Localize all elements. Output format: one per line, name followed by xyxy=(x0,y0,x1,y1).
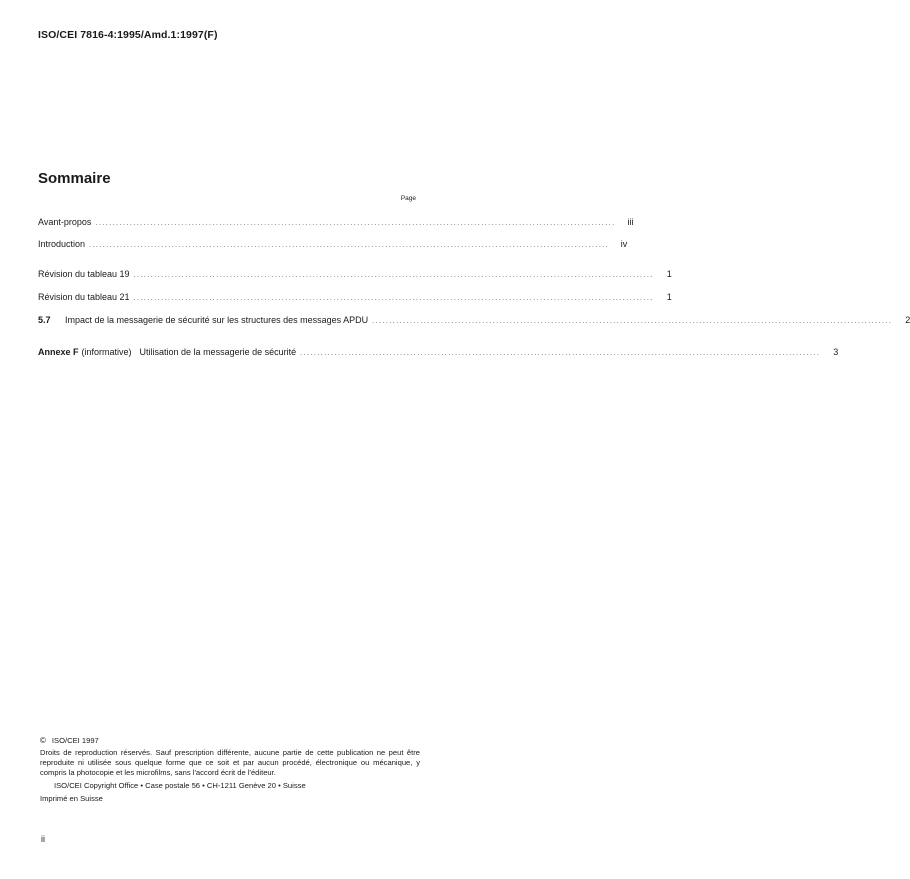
dot-leader: ....................................................................................................................................................... xyxy=(372,318,893,325)
toc-entry-table-19[interactable] xyxy=(38,269,672,283)
toc-entry-page: 3 xyxy=(833,347,839,357)
toc-entry-table-21[interactable] xyxy=(38,292,672,306)
page-number: ii xyxy=(41,834,45,844)
dot-leader: ....................................................................................................................................................... xyxy=(300,350,821,357)
toc-entry-page: 1 xyxy=(666,292,672,302)
toc-entry-section-5-7[interactable] xyxy=(38,315,910,329)
toc-entry-label: Révision du tableau 19 xyxy=(38,269,130,279)
toc-entry-label: Introduction xyxy=(38,239,86,249)
toc-entry-annex-f[interactable] xyxy=(38,347,839,361)
copyright-notice: ISO/CEI 1997 xyxy=(51,736,99,745)
toc-entry-foreword[interactable] xyxy=(38,217,634,231)
toc-entry-label: Impact de la messagerie de sécurité sur les structures des messages APDU xyxy=(65,315,369,325)
copyright-icon: © xyxy=(40,736,46,745)
dot-leader: ....................................................................................................................................................... xyxy=(133,295,654,302)
dot-leader: ....................................................................................................................................................... xyxy=(133,272,654,279)
toc-entry-label: Avant-propos xyxy=(38,217,92,227)
toc-title: Sommaire xyxy=(38,170,111,187)
toc-entry-page: iv xyxy=(620,239,628,249)
toc-entry-page: 1 xyxy=(666,269,672,279)
toc-entry-label: Révision du tableau 21 xyxy=(38,292,130,302)
copyright-block xyxy=(40,736,420,804)
annex-type: (informative) xyxy=(81,347,132,357)
toc-entry-page: iii xyxy=(627,217,634,227)
copyright-notice-line xyxy=(40,736,420,746)
copyright-office: ISO/CEI Copyright Office • Case postale 56 • CH-1211 Genève 20 • Suisse xyxy=(54,781,306,790)
page-column-label: Page xyxy=(400,195,416,202)
toc-entry-introduction[interactable] xyxy=(38,239,628,253)
dot-leader: ....................................................................................................................................................... xyxy=(95,220,616,227)
annex-title: Utilisation de la messagerie de sécurité xyxy=(139,347,297,357)
annex-label: Annexe F xyxy=(38,347,79,357)
document-reference: ISO/CEI 7816-4:1995/Amd.1:1997(F) xyxy=(38,29,218,41)
printed-in: Imprimé en Suisse xyxy=(40,794,103,803)
rights-text: Droits de reproduction réservés. Sauf prescription différente, aucune partie de cette publication ne peut être reproduite ni utilisée sous quelque forme que ce soit et par aucun procédé, électronique ou mécanique, y compris la photocopie et les microfilms, sans l'accord écrit de l'éditeur. xyxy=(40,748,420,777)
toc-entry-page: 2 xyxy=(905,315,910,325)
dot-leader: ....................................................................................................................................................... xyxy=(89,242,610,249)
toc-entry-number: 5.7 xyxy=(38,315,51,325)
